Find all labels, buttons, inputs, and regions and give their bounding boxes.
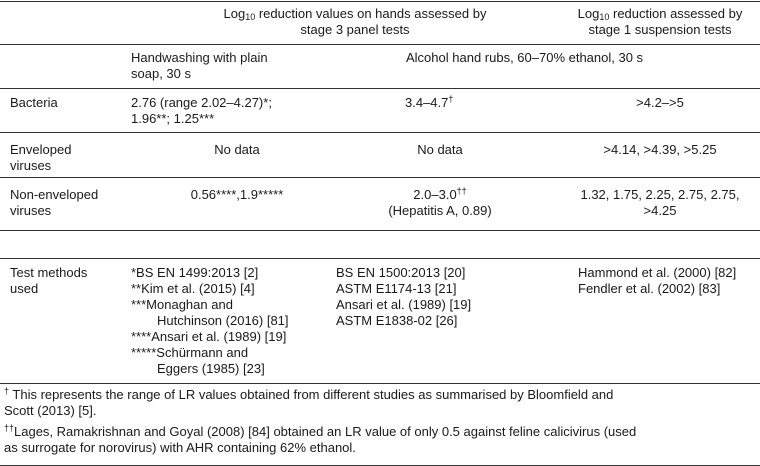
method-ref: ASTM E1838-02 [26] [336, 313, 458, 328]
methods-col-alcohol [336, 265, 471, 329]
row-nonenveloped-alcohol: 2.0–3.0†† (Hepatitis A, 0.89) [388, 186, 492, 218]
row-enveloped-suspension: >4.14, >4.39, >5.25 [603, 142, 717, 157]
row-bacteria-handwashing: 2.76 (range 2.02–4.27)*; 1.96**; 1.25*** [131, 95, 272, 126]
methods-col-suspension [578, 265, 736, 297]
row-label-bacteria: Bacteria [10, 95, 58, 110]
rule-header [0, 44, 760, 45]
method-ref: ****Ansari et al. (1989) [19] [131, 329, 287, 344]
rule-row-bacteria [0, 132, 760, 133]
method-ref: ASTM E1174-13 [21] [336, 281, 457, 296]
footnote-double-dagger: ††Lages, Ramakrishnan and Goyal (2008) [84] obtained an LR value of only 0.5 against feline calicivirus (used as surrogate for norovirus) with AHR containing 62% ethanol. [4, 423, 637, 455]
rule-methods-bottom [0, 383, 760, 384]
method-ref: Fendler et al. (2002) [83] [578, 281, 721, 296]
row-nonenveloped-suspension: 1.32, 1.75, 2.25, 2.75, 2.75, >4.25 [580, 187, 740, 218]
methods-label: Test methods used [10, 265, 88, 296]
method-ref: Eggers (1985) [23] [157, 361, 265, 376]
method-ref: ***Monaghan and [131, 297, 233, 312]
rule-subheader [0, 88, 760, 89]
rule-row-nonenveloped [0, 230, 760, 231]
method-ref: **Kim et al. (2015) [4] [131, 281, 255, 296]
row-nonenveloped-handwashing: 0.56****,1.9***** [190, 187, 284, 202]
rule-row-enveloped [0, 177, 760, 178]
header-col3-title: Log$_{10}$ reduction assessed by stage 1 suspension tests [577, 6, 743, 37]
method-ref: *****Schürmann and [131, 345, 249, 360]
method-ref: Hutchinson (2016) [81] [157, 313, 289, 328]
header-col2-title: Log$_{10}$ reduction values on hands assessed by stage 3 panel tests [223, 6, 487, 37]
method-ref: *BS EN 1499:2013 [2] [131, 265, 259, 280]
rule-top [0, 1, 760, 2]
rule-methods-top [0, 258, 760, 259]
subheader-handwashing: Handwashing with plain soap, 30 s [131, 50, 268, 81]
subheader-alcohol: Alcohol hand rubs, 60–70% ethanol, 30 s [406, 50, 644, 65]
footnote-dagger: † This represents the range of LR values obtained from different studies as summarised by Bloomfield and Scott (2013) [5]. [4, 386, 614, 418]
row-bacteria-alcohol: 3.4–4.7† [405, 94, 454, 110]
method-ref: Hammond et al. (2000) [82] [578, 265, 737, 280]
row-label-nonenveloped: Non-enveloped viruses [10, 187, 99, 218]
row-label-enveloped: Enveloped viruses [10, 142, 72, 173]
methods-col-handwashing [131, 265, 289, 377]
method-ref: BS EN 1500:2013 [20] [336, 265, 466, 280]
row-enveloped-handwashing: No data [214, 142, 260, 157]
method-ref: Ansari et al. (1989) [19] [336, 297, 472, 312]
row-bacteria-suspension: >4.2–>5 [636, 95, 684, 110]
row-enveloped-alcohol: No data [417, 142, 463, 157]
